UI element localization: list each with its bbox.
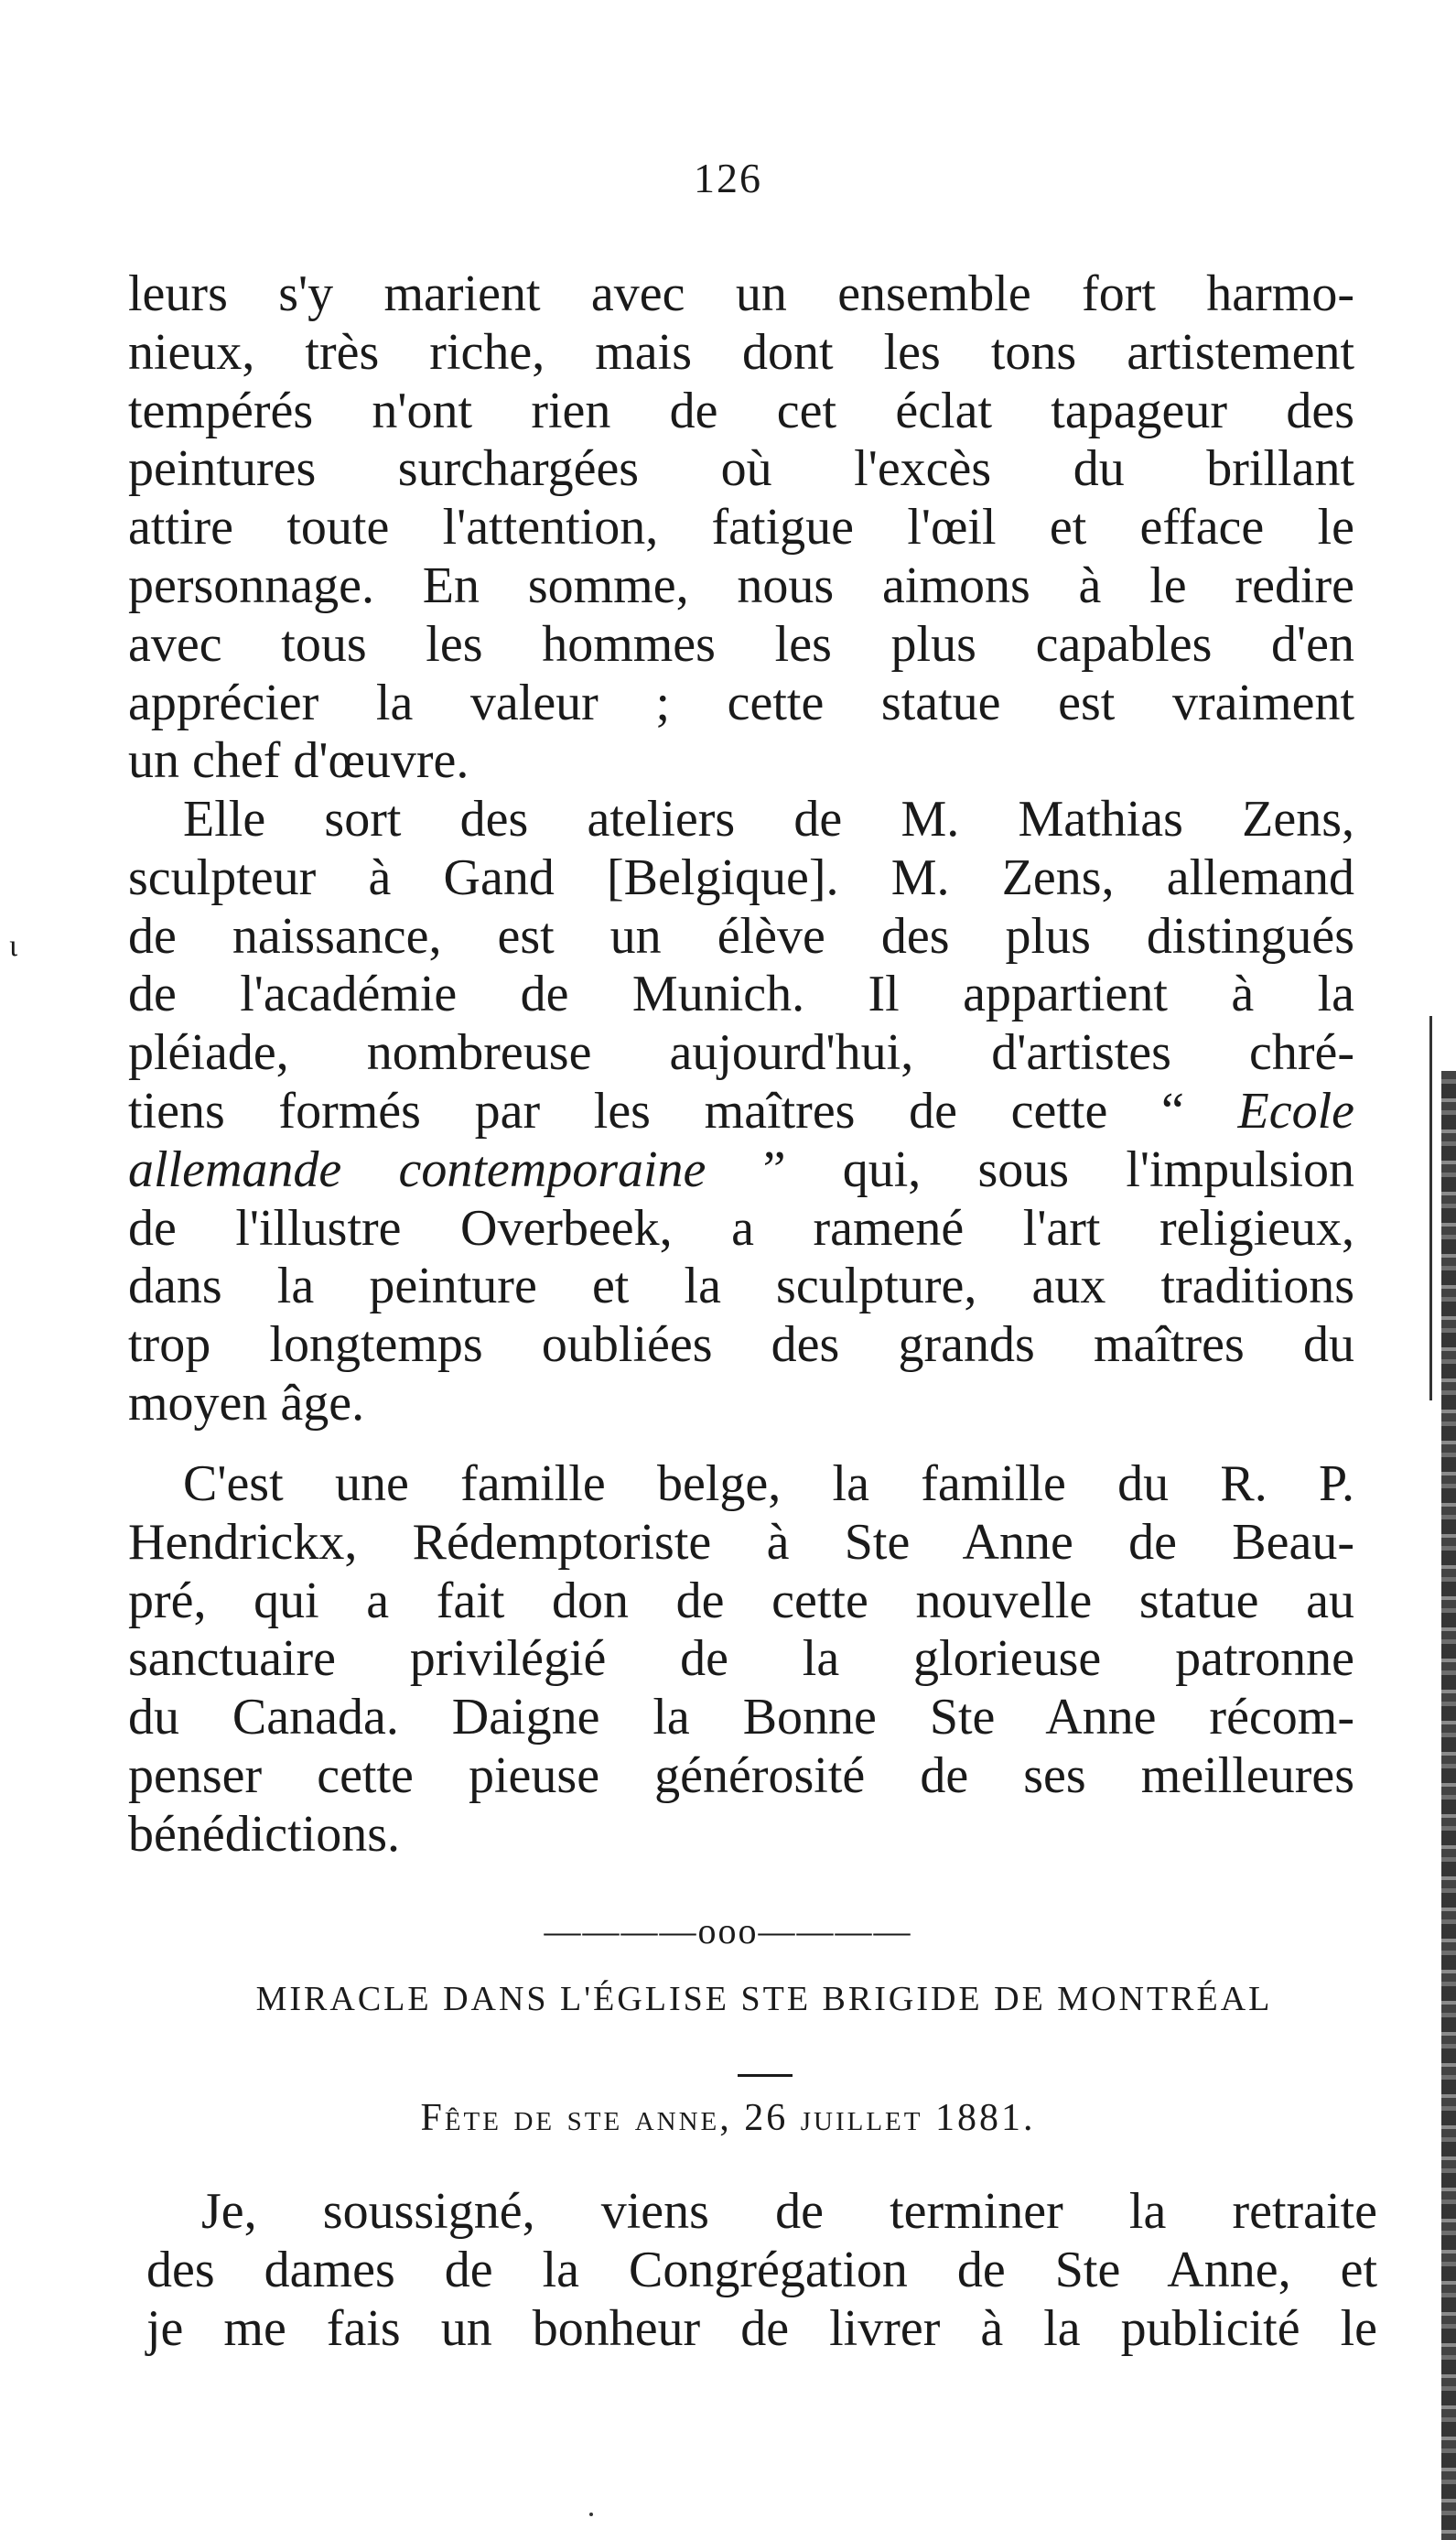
text-fragment: tiens formés par les maîtres de cette “ (128, 1082, 1238, 1140)
paragraph-sculptor (128, 791, 1354, 1433)
text-line: sanctuaire privilégié de la glorieuse patronne (128, 1630, 1354, 1688)
text-line: un chef d'œuvre. (128, 732, 469, 790)
text-line: peintures surchargées où l'excès du brillant (128, 440, 1354, 498)
text-line: apprécier la valeur ; cette statue est vraiment (128, 674, 1354, 731)
paragraph-testimony (146, 2183, 1377, 2358)
text-line: du Canada. Daigne la Bonne Ste Anne récom- (128, 1689, 1354, 1746)
text-line: attire toute l'attention, fatigue l'œil et efface le (128, 499, 1354, 557)
page-number: 126 (694, 155, 762, 201)
text-line: penser cette pieuse générosité de ses meilleures (128, 1746, 1354, 1804)
text-line: des dames de la Congrégation de Ste Anne, et (146, 2241, 1377, 2298)
text-line: de naissance, est un élève des plus distingués (128, 907, 1354, 965)
text-line-with-italic (128, 1141, 1354, 1200)
text-line: bénédictions. (128, 1805, 401, 1863)
text-line: Hendrickx, Rédemptoriste à Ste Anne de Beau- (128, 1513, 1354, 1571)
section-heading: MIRACLE DANS L'ÉGLISE STE BRIGIDE DE MONTRÉAL (255, 1980, 1273, 2018)
text-line: de l'illustre Overbeek, a ramené l'art religieux, (128, 1199, 1354, 1257)
paragraph-donation (128, 1455, 1354, 1864)
margin-mark: ι (9, 929, 18, 963)
page-edge-binding (1441, 1071, 1456, 2540)
heading-dash-divider (738, 2074, 793, 2077)
text-line: personnage. En somme, nous aimons à le redire (128, 557, 1354, 614)
page-edge-shadow (1429, 1016, 1432, 1400)
text-line-with-italic (128, 1083, 1354, 1141)
paragraph-statue-colors (128, 265, 1354, 791)
text-line: pléiade, nombreuse aujourd'hui, d'artistes chré- (128, 1024, 1354, 1082)
text-line: tempérés n'ont rien de cet éclat tapageur des (128, 382, 1354, 439)
text-line: pré, qui a fait don de cette nouvelle statue au (128, 1572, 1354, 1629)
ink-speck (589, 2513, 593, 2516)
italic-fragment: Ecole (1237, 1082, 1354, 1140)
text-line: je me fais un bonheur de livrer à la publicité le (146, 2299, 1377, 2357)
text-line: sculpteur à Gand [Belgique]. M. Zens, allemand (128, 848, 1354, 906)
text-line: avec tous les hommes les plus capables d'en (128, 615, 1354, 673)
text-line: moyen âge. (128, 1374, 365, 1432)
italic-fragment: allemande contemporaine (128, 1140, 706, 1198)
text-fragment: ” qui, sous l'impulsion (706, 1140, 1354, 1198)
text-line: nieux, très riche, mais dont les tons artistement (128, 323, 1354, 381)
text-line: Je, soussigné, viens de terminer la retraite (201, 2183, 1377, 2240)
text-line: Elle sort des ateliers de M. Mathias Zens, (183, 791, 1354, 848)
text-line: C'est une famille belge, la famille du R. P. (183, 1455, 1354, 1512)
text-line: leurs s'y marient avec un ensemble fort harmo- (128, 265, 1354, 322)
section-separator: ————ooo———— (544, 1910, 912, 1951)
text-line: trop longtemps oubliées des grands maîtres du (128, 1316, 1354, 1374)
section-subheading: Fête de ste anne, 26 juillet 1881. (420, 2097, 1036, 2139)
text-line: dans la peinture et la sculpture, aux traditions (128, 1258, 1354, 1315)
text-line: de l'académie de Munich. Il appartient à la (128, 966, 1354, 1023)
